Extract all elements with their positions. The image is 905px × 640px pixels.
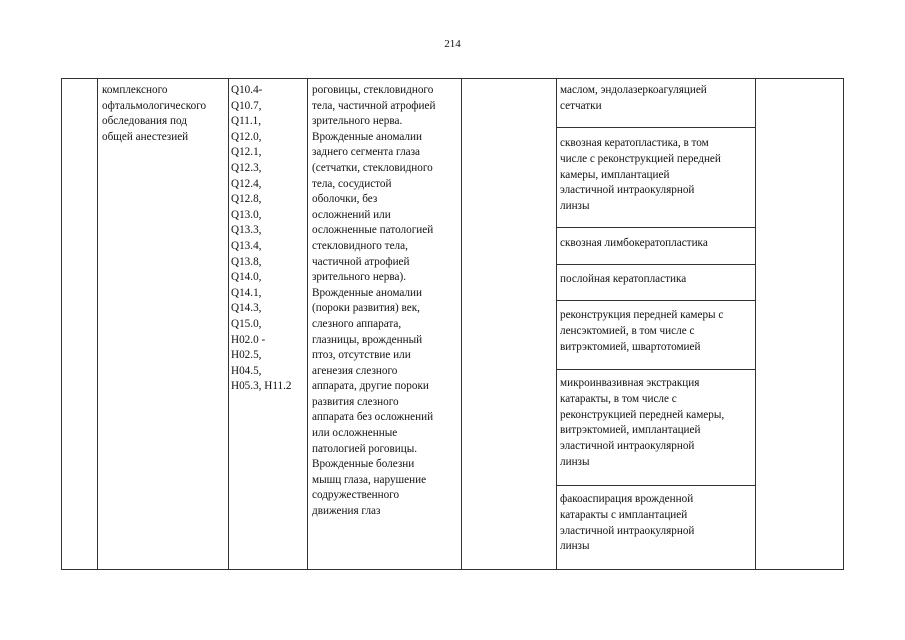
column-border (556, 79, 557, 569)
service-item: послойная кератопластика (560, 273, 687, 285)
page-number: 214 (444, 38, 461, 50)
service-item: микроинвазивная экстракция катаракты, в том числе с реконструкцией передней камеры, витрэктомией, имплантацией эластичной интраокулярной линзы (560, 377, 725, 468)
service-item: реконструкция передней камеры с ленсэктомией, в том числе с витрэктомией, швартотомией (560, 309, 724, 353)
service-item: сквозная лимбокератопластика (560, 237, 708, 249)
column-border (61, 79, 62, 569)
service-item: маслом, эндолазеркоагуляцией сетчатки (560, 84, 707, 112)
service-item: сквозная кератопластика, в том числе с реконструкцией передней камеры, имплантацией эластичной интраокулярной линзы (560, 137, 721, 213)
column-border (97, 79, 98, 569)
column-border (843, 79, 844, 569)
diagnosis-cell: роговицы, стекловидного тела, частичной атрофией зрительного нерва. Врожденные аномалии заднего сегмента глаза (сетчатки, стекловидного тела, сосудистой оболочки, без осложнений или осложненные патологией стекловидного тела, частичной атрофией зрительного нерва). Врожденные аномалии (пороки развития) век, слезного аппарата, глазницы, врожденный птоз, отсутствие или агенезия слезного аппарата, другие пороки развития слезного аппарата без осложнений или осложненные патологией роговицы. Врожденные болезни мышц глаза, нарушение содружественного движения глаз (312, 84, 436, 518)
service-item: факоаспирация врожденной катаракты с имплантацией эластичной интраокулярной линзы (560, 493, 695, 553)
care-type-cell: комплексного офтальмологического обследования под общей анестезией (102, 84, 207, 143)
row-divider (556, 264, 755, 265)
column-border (461, 79, 462, 569)
row-divider (556, 227, 755, 228)
icd-codes-cell: Q10.4- Q10.7, Q11.1, Q12.0, Q12.1, Q12.3, Q12.4, Q12.8, Q13.0, Q13.3, Q13.4, Q13.8, Q14.0, Q14.1, Q14.3, Q15.0, H02.0 - H02.5, H04.5, H05.3, H11.2 (231, 84, 292, 393)
row-divider (556, 369, 755, 370)
services-table (61, 78, 844, 570)
row-divider (556, 300, 755, 301)
column-border (755, 79, 756, 569)
row-divider (556, 485, 755, 486)
column-border (228, 79, 229, 569)
row-divider (556, 127, 755, 128)
